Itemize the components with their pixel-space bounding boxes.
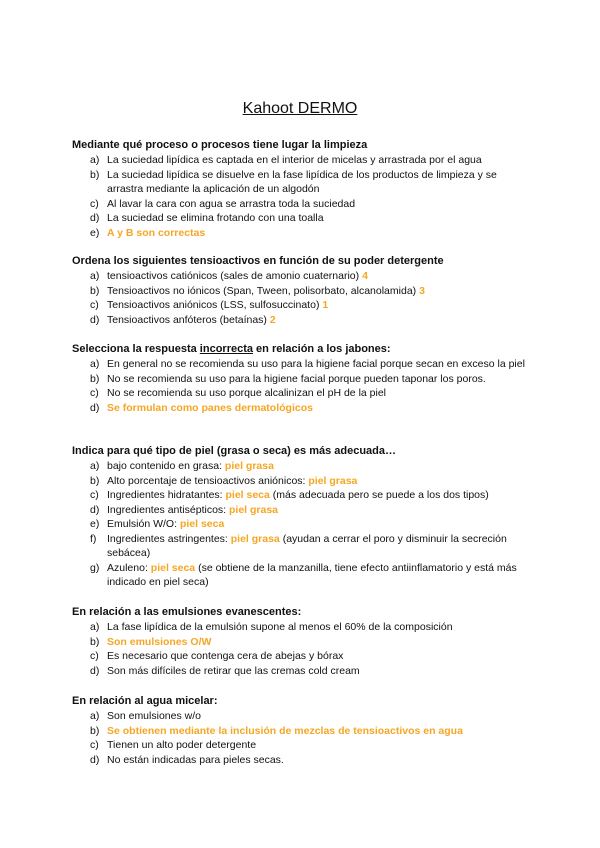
option-a: a) bajo contenido en grasa: piel grasa: [90, 460, 274, 472]
option-b: b) Tensioactivos no iónicos (Span, Tween, polisorbato, alcanolamida) 3: [90, 284, 425, 297]
option-a: a) tensioactivos catiónicos (sales de amonio cuaternario) 4: [90, 270, 368, 282]
question-title: En relación a las emulsiones evanescentes:: [72, 606, 302, 618]
correct-answer: Se obtienen mediante la inclusión de mezclas de tensioactivos en agua: [107, 724, 463, 737]
question-title: Mediante qué proceso o procesos tiene lugar la limpieza: [72, 139, 368, 151]
question-1: [72, 138, 532, 240]
option-g: g) Azuleno: piel seca (se obtiene de la manzanilla, tiene efecto antiinflamatorio y está más indicado en piel seca): [90, 561, 517, 588]
option-b: b) Son emulsiones O/W: [90, 635, 212, 648]
question-title: Selecciona la respuesta incorrecta en relación a los jabones:: [72, 343, 391, 355]
rank-number: 4: [362, 270, 368, 282]
option-d: d) Ingredientes antisépticos: piel grasa: [90, 503, 279, 516]
option-b: b) La suciedad lipídica se disuelve en la fase lipídica de los productos de limpieza y se arrastra mediante la aplicación de un algodón: [90, 168, 497, 195]
option-b: b) Alto porcentaje de tensioactivos aniónicos: piel grasa: [90, 474, 358, 487]
option-e: e) A y B son correctas: [90, 226, 206, 239]
option-d: d) No están indicadas para pieles secas.: [90, 753, 284, 766]
correct-answer: Se formulan como panes dermatológicos: [107, 401, 313, 414]
correct-answer: A y B son correctas: [107, 226, 206, 239]
option-a: a) Son emulsiones w/o: [90, 710, 201, 722]
option-a: a) En general no se recomienda su uso para la higiene facial porque secan en exceso la piel: [90, 358, 525, 370]
question-4: [72, 444, 532, 590]
option-f: f) Ingredientes astringentes: piel grasa (ayudan a cerrar el poro y disminuir la secreción sebácea): [90, 532, 507, 559]
option-d: d) Tensioactivos anfóteros (betaínas) 2: [90, 313, 276, 326]
option-d: d) La suciedad se elimina frotando con una toalla: [90, 212, 324, 224]
question-6: [72, 694, 532, 767]
option-c: c) Ingredientes hidratantes: piel seca (más adecuada pero se puede a los dos tipos): [90, 489, 489, 501]
question-2: [72, 254, 532, 327]
question-title: Ordena los siguientes tensioactivos en función de su poder detergente: [72, 255, 444, 267]
question-3: [72, 342, 532, 415]
rank-number: 1: [322, 299, 329, 311]
option-c: c) Es necesario que contenga cera de abejas y bórax: [90, 650, 344, 662]
correct-answer: Son emulsiones O/W: [107, 635, 212, 648]
option-c: c) No se recomienda su uso porque alcalinizan el pH de la piel: [90, 387, 386, 399]
option-a: a) La fase lipídica de la emulsión supone al menos el 60% de la composición: [90, 621, 453, 633]
option-c: c) Al lavar la cara con agua se arrastra toda la suciedad: [90, 197, 356, 210]
question-title: Indica para qué tipo de piel (grasa o seca) es más adecuada…: [72, 445, 397, 457]
question-5: [72, 605, 532, 678]
option-d: d) Son más difíciles de retirar que las cremas cold cream: [90, 664, 360, 677]
question-title: En relación al agua micelar:: [72, 695, 218, 707]
rank-number: 3: [419, 284, 425, 297]
rank-number: 2: [269, 313, 276, 326]
option-c: c) Tienen un alto poder detergente: [90, 739, 257, 751]
option-e: e) Emulsión W/O: piel seca: [90, 518, 225, 530]
option-c: c) Tensioactivos aniónicos (LSS, sulfosuccinato) 1: [90, 299, 329, 311]
option-b: b) No se recomienda su uso para la higiene facial porque pueden taponar los poros.: [90, 372, 486, 385]
page-title: Kahoot DERMO: [242, 100, 358, 117]
option-b: b) Se obtienen mediante la inclusión de mezclas de tensioactivos en agua: [90, 724, 463, 737]
option-a: a) La suciedad lipídica es captada en el interior de micelas y arrastrada por el agua: [90, 154, 482, 166]
option-d: d) Se formulan como panes dermatológicos: [90, 401, 313, 414]
